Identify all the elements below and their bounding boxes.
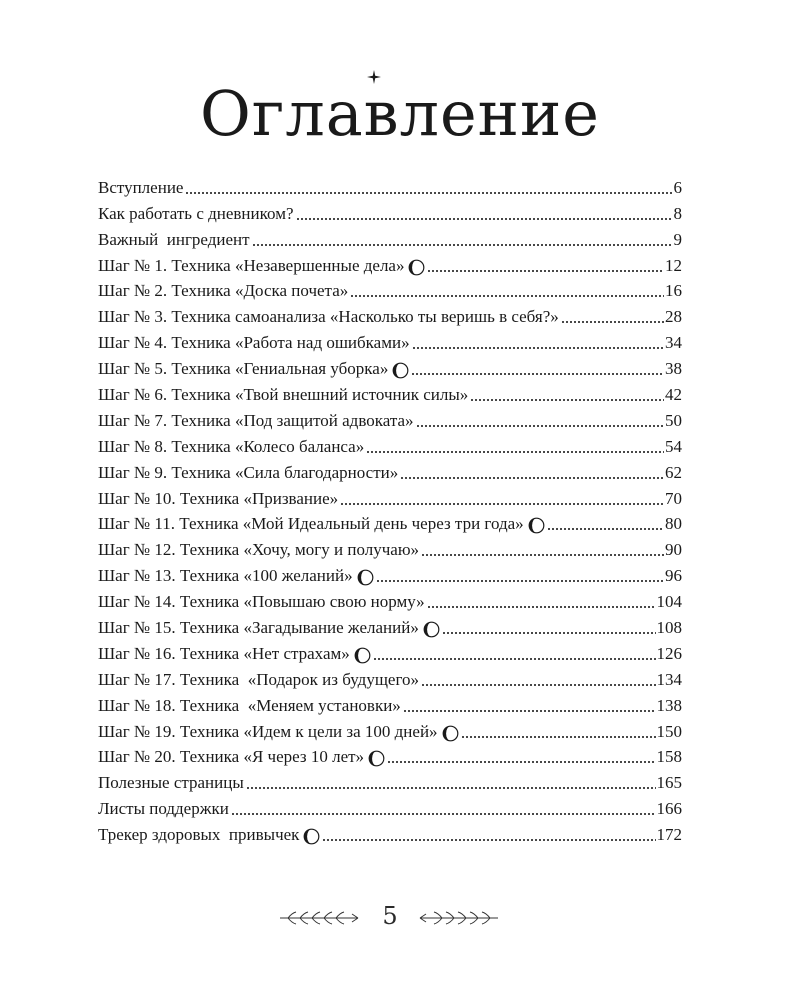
- toc-entry-title: Шаг № 5. Техника «Гениальная уборка»: [98, 359, 389, 379]
- toc-entry[interactable]: [98, 742, 682, 768]
- toc-page-number: 172: [656, 825, 682, 845]
- dot-leader: [547, 528, 664, 530]
- toc-entry[interactable]: [98, 276, 682, 302]
- toc-page-number: 54: [665, 436, 682, 456]
- moon-phase-icon: [357, 569, 374, 586]
- toc-entry-title: Шаг № 16. Техника «Нет страхам»: [98, 643, 350, 663]
- dot-leader: [296, 218, 673, 220]
- toc-entry[interactable]: [98, 509, 682, 535]
- page-footer: [0, 898, 800, 938]
- toc-entry-title: Шаг № 12. Техника «Хочу, могу и получаю»: [98, 540, 420, 560]
- dot-leader: [411, 373, 664, 375]
- toc-entry[interactable]: [98, 560, 682, 586]
- toc-entry-title: Шаг № 20. Техника «Я через 10 лет»: [98, 747, 365, 767]
- dot-leader: [350, 295, 664, 297]
- toc-entry[interactable]: [98, 793, 682, 819]
- dot-leader: [442, 632, 656, 634]
- dot-leader: [252, 244, 673, 246]
- dot-leader: [366, 451, 664, 453]
- toc-entry[interactable]: [98, 224, 682, 250]
- toc-entry-title: Шаг № 19. Техника «Идем к цели за 100 дней»: [98, 721, 438, 741]
- toc-entry-title: Трекер здоровых привычек: [98, 825, 300, 845]
- toc-entry-title: Шаг № 14. Техника «Повышаю свою норму»: [98, 592, 425, 612]
- dot-leader: [470, 399, 664, 401]
- toc-entry[interactable]: [98, 327, 682, 353]
- dot-leader: [400, 477, 664, 479]
- toc-entry[interactable]: [98, 612, 682, 638]
- toc-page-number: 166: [656, 799, 682, 819]
- toc-entry[interactable]: [98, 250, 682, 276]
- dot-leader: [416, 425, 664, 427]
- toc-entry[interactable]: [98, 819, 682, 845]
- dot-leader: [561, 321, 664, 323]
- toc-entry-title: Шаг № 4. Техника «Работа над ошибками»: [98, 333, 410, 353]
- toc-page-number: 70: [665, 488, 682, 508]
- toc-entry[interactable]: [98, 198, 682, 224]
- toc-entry[interactable]: [98, 483, 682, 509]
- table-of-contents: [98, 172, 682, 845]
- dot-leader: [246, 787, 656, 789]
- toc-page-number: 158: [656, 747, 682, 767]
- dot-leader: [427, 606, 656, 608]
- sprig-right-icon: [418, 910, 500, 926]
- moon-phase-icon: [303, 828, 320, 845]
- toc-entry-title: Шаг № 9. Техника «Сила благодарности»: [98, 462, 399, 482]
- toc-entry-title: Шаг № 8. Техника «Колесо баланса»: [98, 436, 365, 456]
- dot-leader: [185, 192, 672, 194]
- toc-page-number: 80: [665, 514, 682, 534]
- toc-entry[interactable]: [98, 716, 682, 742]
- dot-leader: [387, 761, 655, 763]
- toc-page-number: 134: [656, 669, 682, 689]
- dot-leader: [231, 813, 656, 815]
- toc-entry-title: Шаг № 3. Техника самоанализа «Насколько ты веришь в себя?»: [98, 307, 559, 327]
- toc-entry[interactable]: [98, 301, 682, 327]
- toc-entry-title: Шаг № 17. Техника «Подарок из будущего»: [98, 669, 420, 689]
- dot-leader: [461, 736, 656, 738]
- toc-entry-title: Важный ингредиент: [98, 229, 250, 249]
- toc-entry-title: Полезные страницы: [98, 773, 244, 793]
- toc-page-number: 38: [665, 359, 682, 379]
- toc-entry[interactable]: [98, 534, 682, 560]
- toc-entry[interactable]: [98, 664, 682, 690]
- toc-entry-title: Шаг № 11. Техника «Мой Идеальный день через три года»: [98, 514, 524, 534]
- dot-leader: [373, 658, 656, 660]
- toc-entry-title: Шаг № 10. Техника «Призвание»: [98, 488, 339, 508]
- moon-phase-icon: [354, 647, 371, 664]
- toc-page-number: 6: [673, 177, 682, 197]
- toc-page-number: 138: [656, 695, 682, 715]
- toc-entry-title: Вступление: [98, 177, 184, 197]
- toc-page-number: 62: [665, 462, 682, 482]
- toc-entry-title: Листы поддержки: [98, 799, 229, 819]
- dot-leader: [412, 347, 664, 349]
- dot-leader: [340, 503, 664, 505]
- dot-leader: [421, 554, 664, 556]
- toc-page-number: 150: [656, 721, 682, 741]
- page-number: 5: [382, 902, 398, 930]
- toc-page-number: 9: [673, 229, 682, 249]
- toc-entry-title: Шаг № 6. Техника «Твой внешний источник силы»: [98, 385, 469, 405]
- toc-entry[interactable]: [98, 431, 682, 457]
- toc-page-number: 50: [665, 410, 682, 430]
- toc-entry[interactable]: [98, 405, 682, 431]
- toc-entry[interactable]: [98, 586, 682, 612]
- toc-page-number: 8: [673, 203, 682, 223]
- moon-phase-icon: [528, 517, 545, 534]
- toc-entry[interactable]: [98, 690, 682, 716]
- toc-entry-title: Шаг № 2. Техника «Доска почета»: [98, 281, 349, 301]
- toc-entry-title: Как работать с дневником?: [98, 203, 294, 223]
- dot-leader: [427, 270, 664, 272]
- toc-entry[interactable]: [98, 638, 682, 664]
- toc-entry-title: Шаг № 15. Техника «Загадывание желаний»: [98, 618, 419, 638]
- title-block: [0, 70, 800, 160]
- toc-entry-title: Шаг № 13. Техника «100 желаний»: [98, 566, 353, 586]
- toc-entry-title: Шаг № 1. Техника «Незавершенные дела»: [98, 255, 405, 275]
- toc-entry-title: Шаг № 7. Техника «Под защитой адвоката»: [98, 410, 414, 430]
- page-title: Оглавление: [200, 77, 600, 150]
- moon-phase-icon: [392, 362, 409, 379]
- toc-page-number: 12: [665, 255, 682, 275]
- toc-page-number: 104: [656, 592, 682, 612]
- toc-entry[interactable]: [98, 767, 682, 793]
- toc-entry-title: Шаг № 18. Техника «Меняем установки»: [98, 695, 401, 715]
- toc-page-number: 96: [665, 566, 682, 586]
- toc-page-number: 108: [656, 618, 682, 638]
- dot-leader: [322, 839, 655, 841]
- toc-page-number: 90: [665, 540, 682, 560]
- sprig-left-icon: [278, 910, 360, 926]
- toc-page-number: 34: [665, 333, 682, 353]
- toc-page-number: 16: [665, 281, 682, 301]
- toc-entry[interactable]: [98, 457, 682, 483]
- toc-entry[interactable]: [98, 379, 682, 405]
- moon-phase-icon: [408, 259, 425, 276]
- dot-leader: [403, 710, 656, 712]
- toc-entry[interactable]: [98, 172, 682, 198]
- dot-leader: [421, 684, 655, 686]
- toc-page-number: 126: [656, 643, 682, 663]
- toc-page-number: 42: [665, 385, 682, 405]
- toc-entry[interactable]: [98, 353, 682, 379]
- toc-page-number: 28: [665, 307, 682, 327]
- dot-leader: [376, 580, 664, 582]
- moon-phase-icon: [442, 725, 459, 742]
- moon-phase-icon: [423, 621, 440, 638]
- toc-page-number: 165: [656, 773, 682, 793]
- moon-phase-icon: [368, 750, 385, 767]
